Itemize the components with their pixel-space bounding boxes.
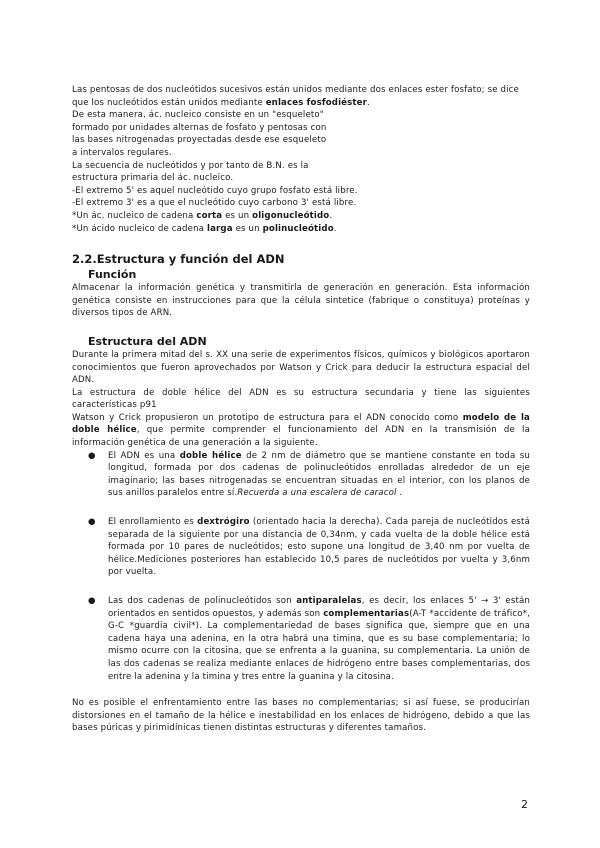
page-content	[72, 84, 530, 735]
text-run: es un	[232, 223, 263, 234]
bullet-icon: ●	[88, 450, 96, 461]
term-dextrogiro: dextrógiro	[197, 517, 250, 528]
text-run: Watson y Crick propusieron un prototipo de estructura para el ADN conocido como	[72, 412, 463, 423]
text-run: El ADN es una	[108, 450, 180, 461]
funcion-heading: Función	[88, 268, 137, 282]
intro-line-1: Las pentosas de dos nucleótidos sucesivos están unidos mediante dos enlaces ester fosfato; se dice	[72, 85, 519, 95]
term-antiparalelas: antiparalelas	[296, 596, 362, 606]
estructura-paragraph-2: La estructura de doble hélice del ADN es su estructura secundaria y tiene las siguientes características p91	[72, 387, 530, 411]
text-run: Las dos cadenas de polinucleótidos son	[108, 596, 297, 606]
term-modelo-doble-helice: modelo de la doble hélice	[72, 412, 530, 436]
text-run: , es decir, los enlaces 5' → 3' están orientados en sentidos opuestos, y además son	[108, 596, 531, 619]
list-item-text	[108, 595, 530, 683]
italic-note: Recuerda a una escalera de caracol	[237, 488, 397, 499]
text-run: .	[333, 223, 337, 234]
list-item-text	[108, 450, 530, 500]
page-number: 2	[521, 798, 528, 811]
intro-line-12	[72, 223, 530, 236]
intro-line-6: a intervalos regulares.	[72, 147, 172, 158]
list-item	[72, 450, 530, 500]
funcion-paragraph: Almacenar la información genética y transmitirla de generación en generación. Esta información genética consiste en instrucciones para que la célula sintetice (fabrique o constituya) proteínas y diversos tipos de ARN.	[72, 283, 530, 319]
intro-line-3: De esta manera, ác. nucleico consiste en un "esqueleto"	[72, 110, 324, 121]
text-run: *Un ác. nucleico de cadena	[72, 210, 197, 221]
intro-line-2	[72, 97, 530, 110]
text-run: , que permite comprender el funcionamiento del ADN en la transmisión de la información genética de una generación a la siguiente.	[72, 425, 530, 449]
list-item	[72, 500, 530, 579]
intro-line-4: formado por unidades alternas de fosfato y pentosas con	[72, 122, 327, 133]
list-item-text	[108, 516, 530, 579]
estructura-heading: Estructura del ADN	[88, 334, 207, 348]
estructura-paragraph-1: Durante la primera mitad del s. XX una serie de experimentos físicos, químicos y biológicos aportaron conocimientos que fueron aprovechados por Watson y Crick para deducir la estructura espacial del ADN.	[72, 349, 530, 386]
intro-line-9: -El extremo 5' es aquel nucleótido cuyo grupo fosfato está libre.	[72, 185, 358, 196]
intro-line-10: -El extremo 3' es a que el nucleótido cuyo carbono 3' está libre.	[72, 198, 357, 209]
bullet-icon: ●	[88, 596, 96, 606]
text-run: que los nucleótidos están unidos mediante	[72, 97, 266, 108]
intro-line-5: las bases nitrogenadas proyectadas desde ese esqueleto	[72, 135, 327, 146]
estructura-paragraph-3	[72, 412, 530, 450]
term-fosfodiester: enlaces fosfodiéster	[265, 97, 368, 108]
closing-paragraph: No es posible el enfrentamiento entre las bases no complementarias; si así fuese, se producirían distorsiones en el tamaño de la hélice e inestabilidad en los enlaces de hidrógeno, debido a que las bases púricas y pirimidínicas tienen distintas estructuras y diferentes tamaños.	[72, 698, 530, 734]
text-run: *Un ácido nucleico de cadena	[72, 223, 207, 234]
term-corta: corta	[196, 210, 223, 221]
text-run: (A-T *accidente de tráfico*, G-C *guardia civil*). La complementariedad de bases significa que, siempre que en una cadena haya una adenina, en la otra habrá una timina, que es su base complementaria; lo mismo ocurre con la citosina, que se enfrenta a la guanina, su complementaria. La unión de las dos cadenas se realiza mediante enlaces de hidrógeno entre bases complementarias, dos entre la adenina y la timina y tres entre la guanina y la citosina.	[108, 608, 530, 682]
intro-line-11	[72, 210, 530, 223]
text-run: (orientado hacia la derecha). Cada pareja de nucleótidos está separada de la siguiente por una distancia de 0,34nm, y cada vuelta de la doble hélice está formada por 10 pares de nucleótidos; esto supone una longitud de 3,40 nm por vuelta de hélice.Mediciones posteriores han establecido 10,5 pares de nucleótidos por vuelta y 3,6nm por vuelta.	[108, 517, 530, 578]
text-run: de 2 nm de diámetro que se mantiene constante en toda su longitud, formada por dos cadenas de polinucleótidos enrolladas alrededor de un eje imaginario; las bases nitrogenadas se encuentran situadas en el interior, con los planos de sus anillos paralelos entre sí.	[108, 450, 530, 499]
section-title: 2.2.Estructura y función del ADN	[72, 252, 285, 267]
list-item	[72, 579, 530, 683]
text-run: El enrollamiento es	[108, 517, 198, 528]
text-run: .	[367, 97, 370, 108]
term-oligonucleotido: oligonucleótido	[252, 210, 330, 221]
text-run: .	[329, 210, 333, 221]
bullet-icon: ●	[88, 517, 96, 528]
characteristics-list	[72, 450, 530, 684]
text-run: es un	[222, 210, 253, 221]
text-run: .	[396, 488, 403, 499]
term-larga: larga	[207, 223, 233, 234]
term-doble-helice: doble hélice	[179, 450, 242, 461]
term-complementarias: complementarias	[323, 608, 410, 619]
intro-line-7: La secuencia de nucleótidos y por tanto de B.N. es la	[72, 160, 309, 171]
intro-line-8: estructura primaria del ác. nucleico.	[72, 173, 234, 184]
term-polinucleotido: polinucleótido	[262, 223, 334, 234]
